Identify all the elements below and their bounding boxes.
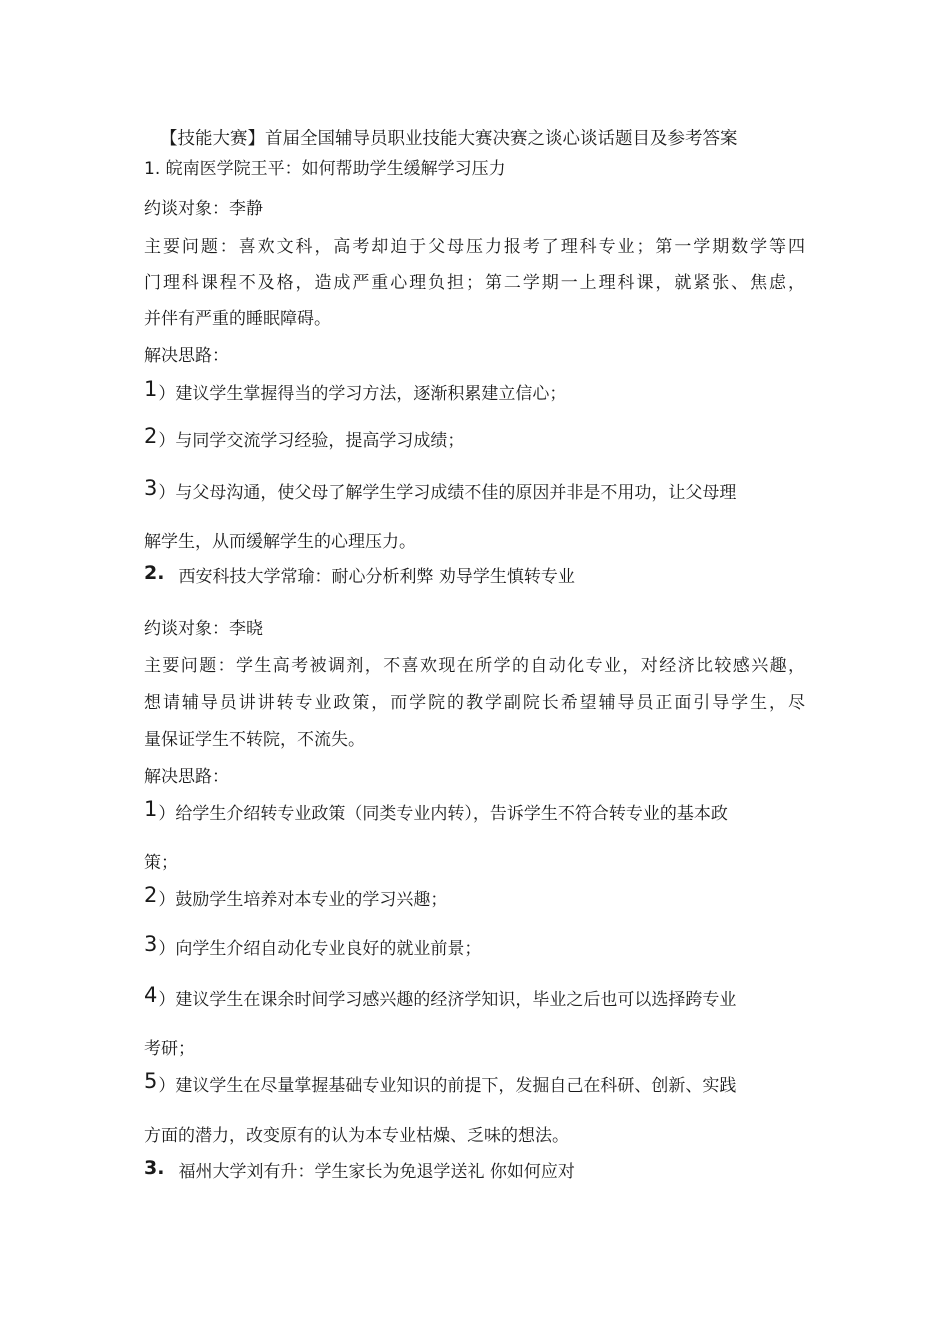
step-number: 5 xyxy=(144,1069,158,1093)
case2-heading: 西安科技大学常瑜：耐心分析利弊 劝导学生慎转专业 xyxy=(178,567,575,587)
step-number: 3 xyxy=(144,932,158,956)
case1-subject: 约谈对象：李静 xyxy=(144,199,263,219)
case2-number: 2. xyxy=(144,562,165,584)
document-title: 【技能大赛】首届全国辅导员职业技能大赛决赛之谈心谈话题目及参考答案 xyxy=(160,129,738,149)
case2-approach-label: 解决思路： xyxy=(144,767,229,787)
case1-step-2 xyxy=(144,424,465,452)
case2-step-1-continued: 策； xyxy=(144,853,178,873)
step-text: ）建议学生在尽量掌握基础专业知识的前提下，发掘自己在科研、创新、实践 xyxy=(158,1076,737,1096)
case2-problem-line-2: 想请辅导员讲讲转专业政策，而学院的教学副院长希望辅导员正面引导学生，尽 xyxy=(144,693,805,713)
case2-heading-line xyxy=(144,562,575,588)
step-number: 3 xyxy=(144,476,158,500)
step-text: ）建议学生在课余时间学习感兴趣的经济学知识，毕业之后也可以选择跨专业 xyxy=(158,990,737,1010)
case2-step-2 xyxy=(144,883,448,911)
case2-step-5-continued: 方面的潜力，改变原有的认为本专业枯燥、乏味的想法。 xyxy=(144,1126,569,1146)
step-number: 2 xyxy=(144,883,158,907)
step-number: 2 xyxy=(144,424,158,448)
step-text: ）鼓励学生培养对本专业的学习兴趣； xyxy=(158,890,448,910)
case1-approach-label: 解决思路： xyxy=(144,346,229,366)
step-number: 4 xyxy=(144,983,158,1007)
case1-problem-line-3: 并伴有严重的睡眠障碍。 xyxy=(144,309,331,329)
case2-subject: 约谈对象：李晓 xyxy=(144,619,263,639)
case3-number: 3. xyxy=(144,1157,165,1179)
case3-heading-line xyxy=(144,1157,575,1183)
case1-step-3-continued: 解学生，从而缓解学生的心理压力。 xyxy=(144,532,416,552)
case2-step-3 xyxy=(144,932,482,960)
case1-problem-line-1: 主要问题：喜欢文科，高考却迫于父母压力报考了理科专业；第一学期数学等四 xyxy=(144,237,805,257)
step-number: 1 xyxy=(144,797,158,821)
case2-problem-line-3: 量保证学生不转院，不流失。 xyxy=(144,730,365,750)
case2-step-4 xyxy=(144,983,737,1011)
case2-step-4-continued: 考研； xyxy=(144,1039,195,1059)
case1-problem-line-2: 门理科课程不及格，造成严重心理负担；第二学期一上理科课，就紧张、焦虑， xyxy=(144,273,805,293)
case1-step-3 xyxy=(144,476,737,504)
step-number: 1 xyxy=(144,377,158,401)
step-text: ）向学生介绍自动化专业良好的就业前景； xyxy=(158,939,482,959)
step-text: ）给学生介绍转专业政策（同类专业内转），告诉学生不符合转专业的基本政 xyxy=(158,804,728,824)
step-text: ）与父母沟通，使父母了解学生学习成绩不佳的原因并非是不用功，让父母理 xyxy=(158,483,737,503)
step-text: ）与同学交流学习经验，提高学习成绩； xyxy=(158,431,465,451)
case2-step-5 xyxy=(144,1069,737,1097)
case1-step-1 xyxy=(144,377,567,405)
step-text: ）建议学生掌握得当的学习方法，逐渐积累建立信心； xyxy=(158,384,567,404)
case3-heading: 福州大学刘有升：学生家长为免退学送礼 你如何应对 xyxy=(178,1162,575,1182)
case2-step-1 xyxy=(144,797,728,825)
case1-heading: 1. 皖南医学院王平：如何帮助学生缓解学习压力 xyxy=(144,159,506,179)
case2-problem-line-1: 主要问题：学生高考被调剂，不喜欢现在所学的自动化专业，对经济比较感兴趣， xyxy=(144,656,805,676)
